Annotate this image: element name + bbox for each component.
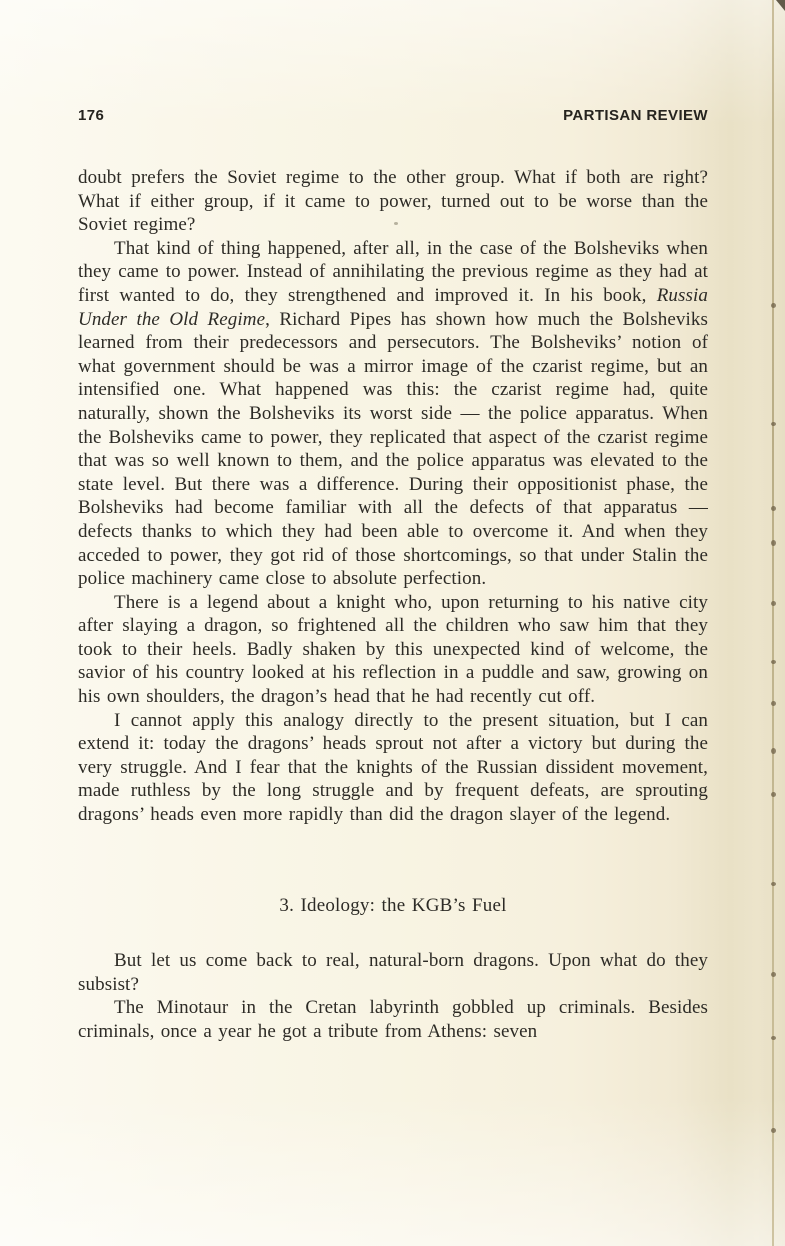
paragraph-continued: doubt prefers the Soviet regime to the other group. What if both are right? What if either group, if it came to power, turned out to be worse than the Soviet regime? [78,167,708,236]
page-edge-speck [771,972,776,977]
book-title-italic: Russia Under the Old Regime [78,284,708,330]
section-heading: 3. Ideology: the KGB’s Fuel [279,894,507,916]
page-edge-speck [771,748,776,754]
paragraph: But let us come back to real, natural-born dragons. Upon what do they subsist? [78,950,708,995]
page-edge-line [772,0,774,1246]
page-edge-speck [771,701,776,706]
journal-title: PARTISAN REVIEW [563,107,708,124]
page-edge-speck [771,792,776,797]
page-edge-speck [771,882,776,886]
page-edge-speck [771,303,776,308]
page-edge-speck [771,1128,776,1133]
page-edge-speck [771,660,776,664]
scan-corner-mark [776,0,785,11]
page-edge-speck [771,1036,776,1040]
page-edge-speck [771,506,776,511]
paragraph [78,237,708,591]
page-edge-speck [771,540,776,546]
running-head [78,107,708,124]
paragraph: I cannot apply this analogy directly to the present situation, but I can extend it: today the dragons’ heads sprout not after a victory but during the very struggle. And I fear that the knights of the Russian dissident movement, made ruthless by the long struggle and by frequent defeats, are sprouting dragons’ heads even more rapidly than did the dragon slayer of the legend. [78,709,708,826]
page-body [78,166,708,1044]
paragraph: There is a legend about a knight who, upon returning to his native city after slaying a dragon, so frightened all the children who saw him that they took to their heels. Badly shaken by this unexpected kind of welcome, the savior of his country looked at his reflection in a puddle and saw, growing on his own shoulders, the dragon’s head that he had recently cut off. [78,591,708,708]
paragraph: The Minotaur in the Cretan labyrinth gobbled up criminals. Besides criminals, once a year he got a tribute from Athens: seven [78,997,708,1042]
page-edge-speck [771,601,776,606]
paragraph-text: , Richard Pipes has shown how much the Bolsheviks learned from their predecessors and persecutors. The Bolsheviks’ notion of what government should be was a mirror image of the czarist regime, but an intensified one. What happened was this: the czarist regime had, quite naturally, shown the Bolsheviks its worst side — the police apparatus. When the Bolsheviks came to power, they replicated that aspect of the czarist regime that was so well known to them, and the police apparatus was elevated to the state level. But there was a difference. During their oppositionist phase, the Bolsheviks had become familiar with all the defects of that apparatus — defects thanks to which they had been able to overcome it. And when they acceded to power, they got rid of those shortcomings, so that under Stalin the police machinery came close to absolute perfection. [78,308,708,590]
paragraph-text: That kind of thing happened, after all, in the case of the Bolsheviks when they came to power. Instead of annihilating the previous regime as they had at first wanted to do, they strengthened and improved it. In his book, [78,237,708,306]
scan-artifact-dot [394,222,398,225]
page-edge-speck [771,422,776,426]
page-number: 176 [78,107,105,124]
